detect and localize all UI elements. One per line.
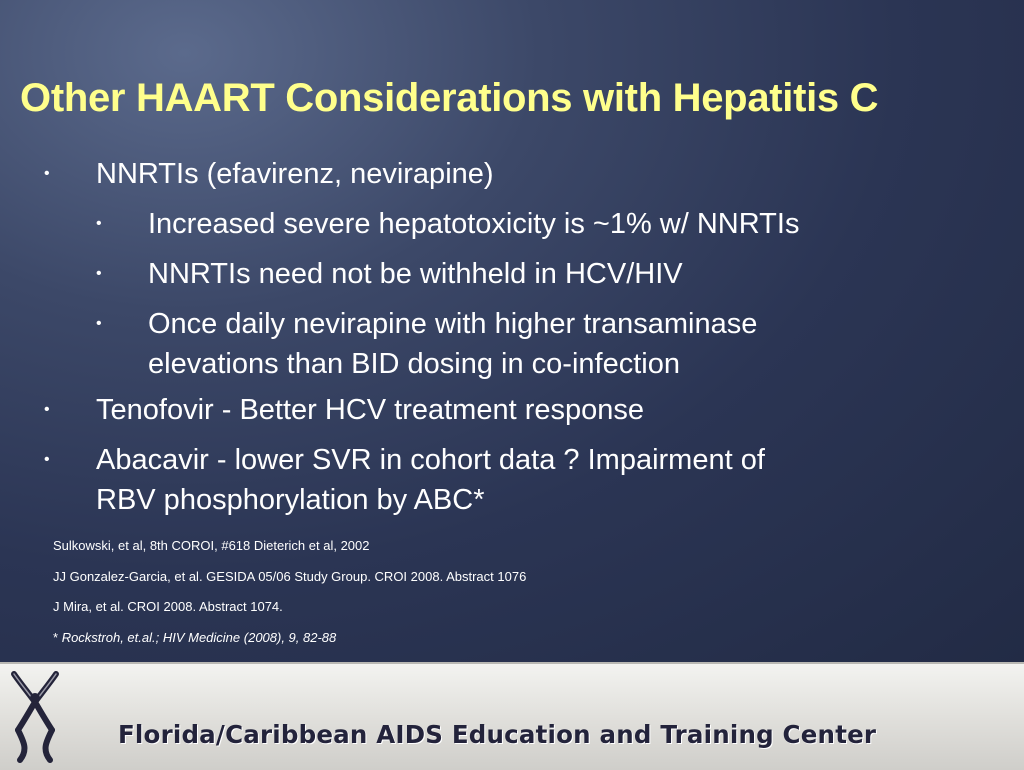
bullet-marker: • [44, 165, 50, 182]
reference-item: JJ Gonzalez-Garcia, et al. GESIDA 05/06 Study Group. CROI 2008. Abstract 1076 [53, 568, 527, 584]
reference-item: Sulkowski, et al, 8th COROI, #618 Dieterich et al, 2002 [53, 538, 370, 553]
sub-bullet-item [96, 254, 683, 294]
bullet-text: NNRTIs (efavirenz, nevirapine) [96, 158, 494, 190]
sub-bullet-text-line1: Once daily nevirapine with higher transaminase [148, 308, 758, 340]
bullet-marker: • [96, 315, 102, 332]
sub-bullet-text-line2: elevations than BID dosing in co-infection [148, 348, 680, 380]
bullet-marker: • [96, 265, 102, 282]
reference-star: * [53, 629, 59, 645]
references [53, 536, 526, 658]
reference-text: Rockstroh, et.al.; HIV Medicine (2008), 9, 82-88 [61, 629, 337, 645]
organization-name: Florida/Caribbean AIDS Education and Training Center [118, 720, 877, 749]
bullet-item-tenofovir [44, 390, 645, 430]
sub-bullet-text: NNRTIs need not be withheld in HCV/HIV [148, 258, 683, 290]
sub-bullet-item [96, 304, 758, 384]
ribbon-figure-logo-icon [8, 668, 62, 764]
bullet-marker: • [44, 451, 50, 468]
footer-banner [0, 662, 1024, 770]
slide-title: Other HAART Considerations with Hepatitis C [20, 76, 879, 120]
sub-bullet-text: Increased severe hepatotoxicity is ~1% w/ NNRTIs [148, 208, 800, 240]
bullet-text-line1: Abacavir - lower SVR in cohort data ? Impairment of [96, 444, 765, 476]
bullet-text-line2: RBV phosphorylation by ABC* [96, 484, 485, 516]
reference-item [53, 628, 526, 659]
bullet-item-nnrtis [44, 154, 494, 194]
bullet-text: Tenofovir - Better HCV treatment response [96, 394, 645, 426]
bullet-marker: • [44, 401, 50, 418]
bullet-marker: • [96, 215, 102, 232]
bullet-item-abacavir [44, 440, 765, 520]
sub-bullet-item [96, 204, 800, 244]
reference-item: J Mira, et al. CROI 2008. Abstract 1074. [53, 599, 283, 614]
